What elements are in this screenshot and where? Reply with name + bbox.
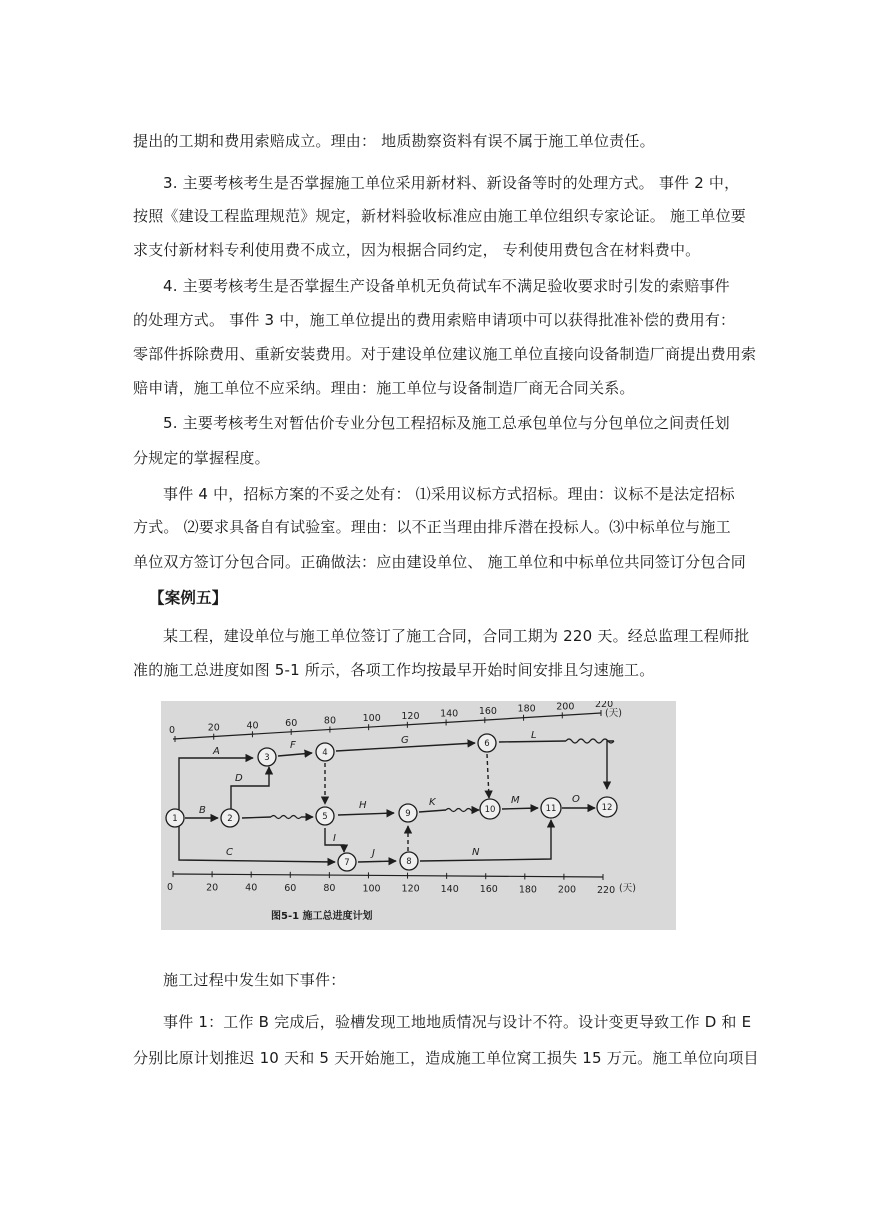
svg-text:9: 9	[405, 809, 411, 819]
bottom-axis-tick-label: 20	[206, 882, 219, 894]
svg-text:1: 1	[172, 814, 178, 824]
label-l: L	[531, 730, 537, 741]
top-axis-tick-label: 200	[556, 701, 575, 713]
arrow-l-end	[607, 741, 614, 789]
text-line: 零部件拆除费用、重新安装费用。对于建设单位建议施工单位直接向设备制造厂商提出费用索	[133, 345, 757, 363]
label-j: J	[372, 848, 375, 859]
bottom-axis-tick-label: 80	[323, 883, 336, 895]
node-9	[399, 804, 417, 822]
arrow-j	[358, 861, 396, 862]
text-line: 赔申请，施工单位不应采纳。理由：施工单位与设备制造厂商无合同关系。	[133, 379, 635, 397]
svg-text:4: 4	[322, 748, 328, 758]
text-line: 提出的工期和费用索赔成立。理由： 地质勘察资料有误不属于施工单位责任。	[133, 132, 655, 150]
arrow-n	[420, 820, 551, 861]
bottom-axis-tick-label: 160	[479, 884, 498, 896]
label-b: B	[199, 805, 206, 816]
top-axis-tick-label: 20	[207, 722, 220, 734]
label-i: I	[333, 833, 336, 844]
svg-text:11: 11	[545, 804, 557, 814]
arrow-k-wave	[446, 809, 476, 812]
text-line: 施工过程中发生如下事件：	[163, 971, 346, 989]
bottom-axis-tick-label: 60	[284, 882, 297, 894]
label-k: K	[429, 797, 436, 808]
text-line: 某工程，建设单位与施工单位签订了施工合同，合同工期为 220 天。经总监理工程师批	[163, 627, 750, 645]
figure-caption: 图5-1 施工总进度计划	[271, 911, 373, 922]
top-axis-ticks	[169, 701, 613, 742]
text-line: 单位双方签订分包合同。正确做法：应由建设单位、 施工单位和中标单位共同签订分包合同	[133, 553, 746, 571]
svg-text:3: 3	[264, 753, 270, 763]
node-7	[338, 853, 356, 871]
node-1	[166, 809, 184, 827]
top-axis-tick-label: 100	[362, 713, 381, 725]
top-axis-tick-label: 120	[401, 710, 420, 722]
label-a: A	[213, 746, 220, 757]
top-axis-tick-label: 60	[285, 717, 298, 729]
text-line: 求支付新材料专利使用费不成立，因为根据合同约定， 专利使用费包含在材料费中。	[133, 241, 701, 259]
svg-text:12: 12	[601, 803, 613, 813]
node-5	[316, 807, 334, 825]
arrow-f	[278, 753, 312, 756]
label-d: D	[235, 773, 243, 784]
text-line: 3. 主要考核考生是否掌握施工单位采用新材料、新设备等时的处理方式。 事件 2 中，	[163, 174, 740, 192]
arrow-m	[502, 808, 538, 809]
node-8	[400, 852, 418, 870]
text-line: 事件 1：工作 B 完成后，验槽发现工地地质情况与设计不符。设计变更导致工作 D 和 E	[163, 1013, 752, 1031]
text-line: 的处理方式。 事件 3 中，施工单位提出的费用索赔申请项中可以获得批准补偿的费用有：	[133, 311, 736, 329]
text-line: 5. 主要考核考生对暂估价专业分包工程招标及施工总承包单位与分包单位之间责任划	[163, 414, 730, 432]
top-axis-tick-label: 180	[517, 703, 536, 715]
node-2	[221, 809, 239, 827]
label-m: M	[511, 795, 520, 806]
svg-text:5: 5	[322, 812, 328, 822]
svg-text:6: 6	[484, 739, 490, 749]
arrow-l-line	[499, 741, 566, 742]
bottom-time-axis	[173, 874, 603, 877]
text-line: 方式。 ⑵要求具备自有试验室。理由：以不正当理由排斥潜在投标人。⑶中标单位与施工	[133, 518, 731, 536]
label-f: F	[290, 740, 296, 751]
top-axis-unit: (天)	[605, 708, 622, 719]
arrow-a	[179, 758, 253, 812]
top-axis-tick-label: 40	[246, 720, 259, 732]
text-line: 准的施工总进度如图 5-1 所示，各项工作均按最早开始时间安排且匀速施工。	[133, 661, 655, 679]
svg-text:2: 2	[227, 814, 233, 824]
label-n: N	[472, 847, 480, 858]
label-o: O	[572, 794, 580, 805]
label-h: H	[359, 800, 367, 811]
arrow-k-line	[419, 810, 446, 812]
bottom-axis-tick-label: 100	[362, 883, 381, 895]
svg-text:8: 8	[406, 857, 412, 867]
node-12	[597, 797, 617, 817]
text-line: 分别比原计划推迟 10 天和 5 天开始施工，造成施工单位窝工损失 15 万元。施工单位向项目	[133, 1049, 759, 1067]
case-heading: 【案例五】	[149, 589, 228, 607]
network-diagram	[161, 701, 676, 930]
top-axis-tick-label: 0	[169, 725, 176, 736]
svg-text:10: 10	[484, 805, 496, 815]
node-3	[258, 748, 276, 766]
network-schedule-figure	[161, 701, 676, 930]
svg-text:7: 7	[344, 858, 350, 868]
arrow-e-wave	[271, 816, 301, 819]
top-axis-tick-label: 140	[440, 708, 459, 720]
bottom-axis-unit: (天)	[619, 883, 636, 894]
arrow-h	[338, 813, 394, 815]
top-axis-tick-label: 160	[478, 706, 497, 718]
text-line: 4. 主要考核考生是否掌握生产设备单机无负荷试车不满足验收要求时引发的索赔事件	[163, 277, 730, 295]
top-axis-tick-label: 80	[323, 715, 337, 727]
node-10	[480, 799, 500, 819]
text-line: 事件 4 中，招标方案的不妥之处有： ⑴采用议标方式招标。理由：议标不是法定招标	[163, 485, 735, 503]
label-c: C	[226, 847, 233, 858]
top-axis-tick-label: 220	[595, 701, 614, 710]
bottom-axis-tick-label: 140	[440, 883, 459, 895]
label-g: G	[401, 735, 409, 746]
bottom-axis-tick-label: 180	[518, 884, 537, 896]
arrow-c	[179, 824, 335, 862]
bottom-axis-tick-label: 220	[597, 885, 616, 896]
node-6	[478, 734, 496, 752]
bottom-axis-tick-label: 40	[245, 882, 258, 894]
text-line: 按照《建设工程监理规范》规定，新材料验收标准应由施工单位组织专家论证。 施工单位要	[133, 207, 746, 225]
dummy-6-10	[487, 754, 489, 798]
arrow-e-line	[242, 817, 271, 818]
node-4	[316, 743, 334, 761]
bottom-axis-tick-label: 200	[557, 884, 577, 896]
text-line: 分规定的掌握程度。	[133, 449, 270, 467]
node-11	[541, 798, 561, 818]
bottom-axis-tick-label: 0	[167, 882, 174, 893]
bottom-axis-tick-label: 120	[401, 883, 420, 895]
